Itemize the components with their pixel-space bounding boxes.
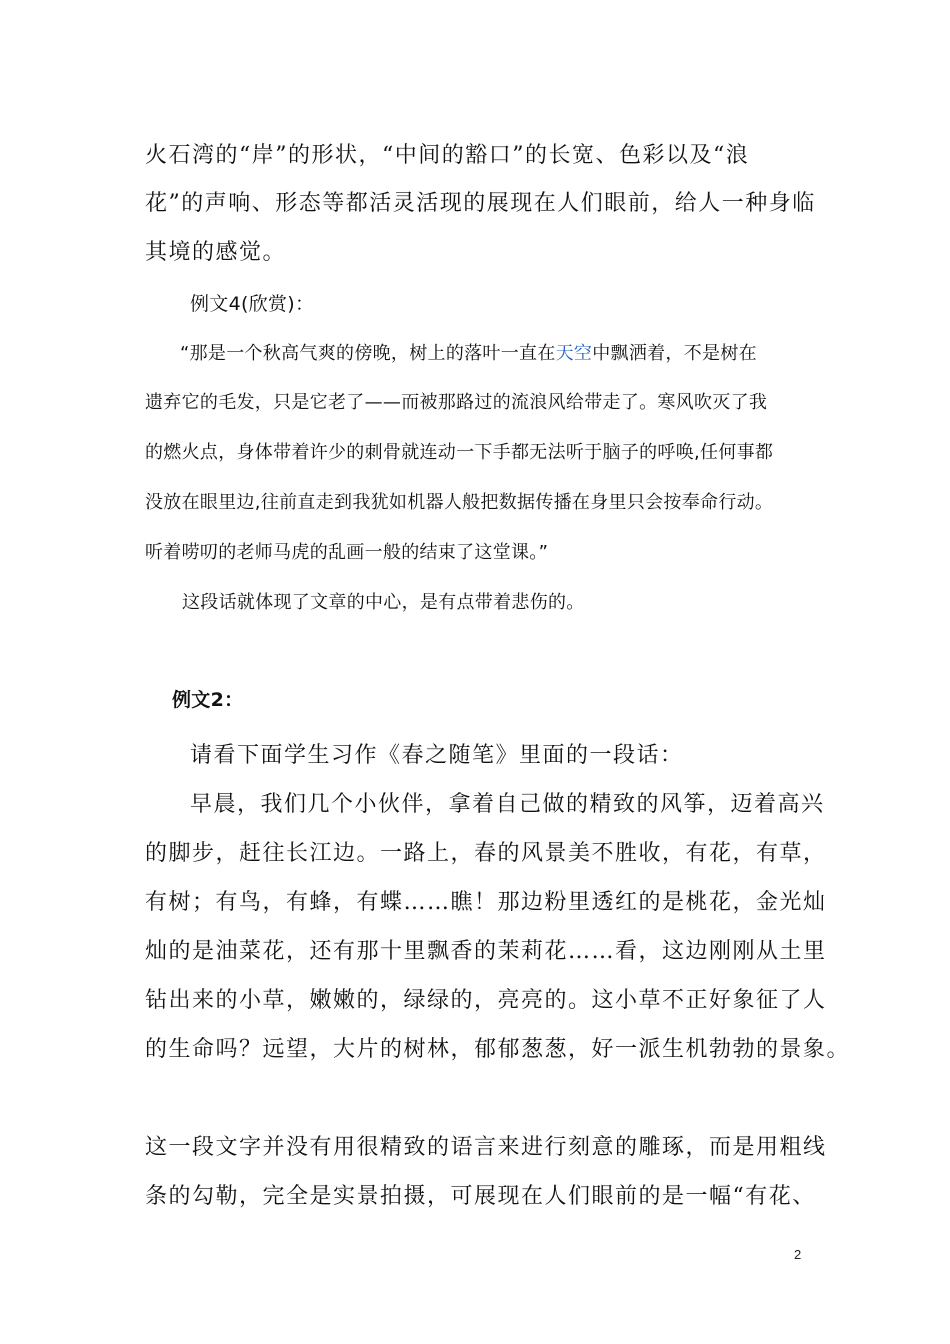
analysis-line: 这一段文字并没有用很精致的语言来进行刻意的雕琢，而是用粗线 xyxy=(145,1135,827,1160)
quote-text: 中飘洒着，不是树在 xyxy=(592,343,757,364)
passage-line: 早晨，我们几个小伙伴，拿着自己做的精致的风筝，迈着高兴 xyxy=(190,792,825,817)
quote-line: 的燃火点，身体带着许少的刺骨就连动一下手都无法听于脑子的呼唤,任何事都 xyxy=(145,442,774,463)
example-2-heading: 例文2： xyxy=(172,689,244,711)
quote-line: 听着唠叨的老师马虎的乱画一般的结束了这堂课。” xyxy=(145,542,549,563)
example-4-heading: 例文4(欣赏)： xyxy=(190,293,315,315)
quote-line xyxy=(180,339,757,365)
passage-line: 的生命吗？远望，大片的树林，郁郁葱葱，好一派生机勃勃的景象。 xyxy=(145,1037,851,1062)
passage-line: 的脚步，赶往长江边。一路上，春的风景美不胜收，有花，有草， xyxy=(145,841,827,866)
paragraph-line: 其境的感觉。 xyxy=(145,240,287,265)
passage-line: 灿的是油菜花，还有那十里飘香的茉莉花……看，这边刚刚从土里 xyxy=(145,939,827,964)
passage-line: 有树；有鸟，有蜂，有蝶……瞧！那边粉里透红的是桃花，金光灿 xyxy=(145,890,827,915)
quote-text: “那是一个秋高气爽的傍晚，树上的落叶一直在 xyxy=(180,343,556,364)
intro-line: 请看下面学生习作《春之随笔》里面的一段话： xyxy=(190,743,684,768)
quote-line: 没放在眼里边,往前直走到我犹如机器人般把数据传播在身里只会按奉命行动。 xyxy=(145,492,774,513)
paragraph-line: 花”的声响、形态等都活灵活现的展现在人们眼前，给人一种身临 xyxy=(145,191,816,216)
paragraph-line: 火石湾的“岸”的形状，“中间的豁口”的长宽、色彩以及“浪 xyxy=(145,143,750,168)
comment-line: 这段话就体现了文章的中心，是有点带着悲伤的。 xyxy=(182,592,585,613)
passage-line: 钻出来的小草，嫩嫩的，绿绿的，亮亮的。这小草不正好象征了人 xyxy=(145,988,827,1013)
page-number: 2 xyxy=(794,1247,802,1262)
sky-link[interactable]: 天空 xyxy=(555,343,593,364)
analysis-line: 条的勾勒，完全是实景拍摄，可展现在人们眼前的是一幅“有花、 xyxy=(145,1184,816,1209)
quote-line: 遗弃它的毛发，只是它老了——而被那路过的流浪风给带走了。寒风吹灭了我 xyxy=(145,392,768,413)
